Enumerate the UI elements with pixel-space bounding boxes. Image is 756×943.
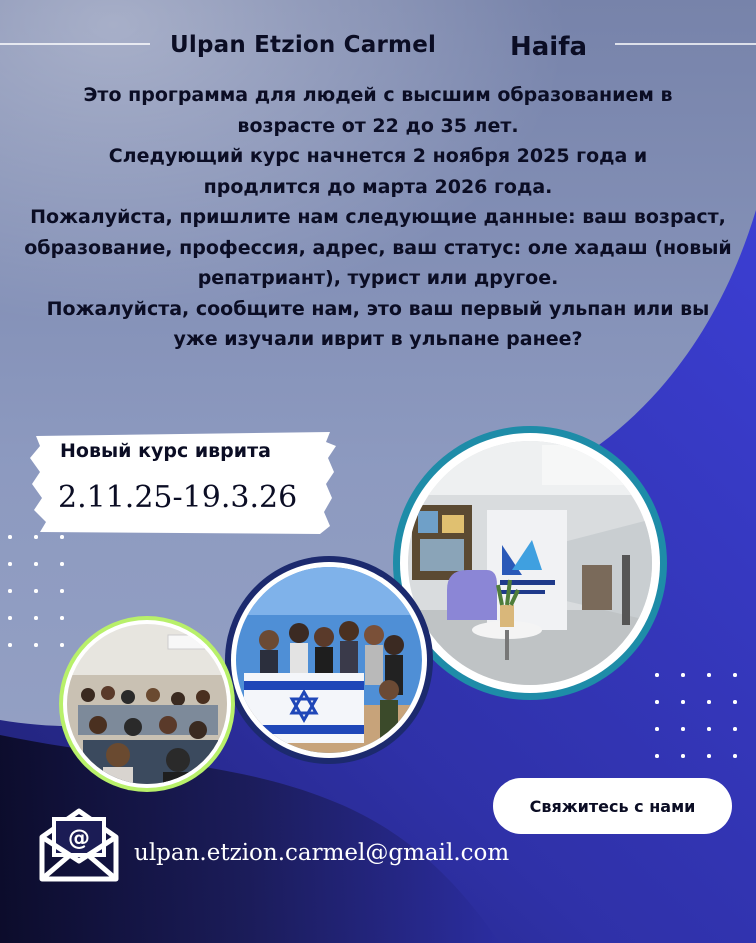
contact-us-button[interactable]: Свяжитесь с нами xyxy=(493,778,732,834)
header xyxy=(0,22,756,66)
course-badge-title: Новый курс иврита xyxy=(60,440,271,462)
svg-text:@: @ xyxy=(68,826,90,851)
description-paragraph-question: Пожалуйста, сообщите нам, это ваш первый ульпан или вы уже изучали иврит в ульпане ранее? xyxy=(46,297,710,350)
page-title: Ulpan Etzion Carmel xyxy=(170,32,437,58)
classroom-photo xyxy=(58,615,236,793)
group-with-israeli-flag-photo xyxy=(224,555,434,765)
description-paragraph-eligibility: Это программа для людей с высшим образованием в возрасте от 22 до 35 лет. xyxy=(83,84,673,137)
description-paragraph-request: Пожалуйста, пришлите нам следующие данные: ваш возраст, образование, профессия, адрес, ваш статус: оле хадаш (новый репатриант), турист или другое. xyxy=(24,206,732,289)
title-divider-right xyxy=(615,43,756,45)
title-divider-left xyxy=(0,43,150,45)
page-title-city: Haifa xyxy=(510,32,588,62)
description-paragraph-dates: Следующий курс начнется 2 ноября 2025 года и продлится до марта 2026 года. xyxy=(108,145,648,198)
program-description xyxy=(0,80,756,355)
email-link[interactable]: ulpan.etzion.carmel@gmail.com xyxy=(134,840,510,866)
email-envelope-icon xyxy=(36,805,122,885)
course-badge-dates: 2.11.25-19.3.26 xyxy=(58,480,298,515)
